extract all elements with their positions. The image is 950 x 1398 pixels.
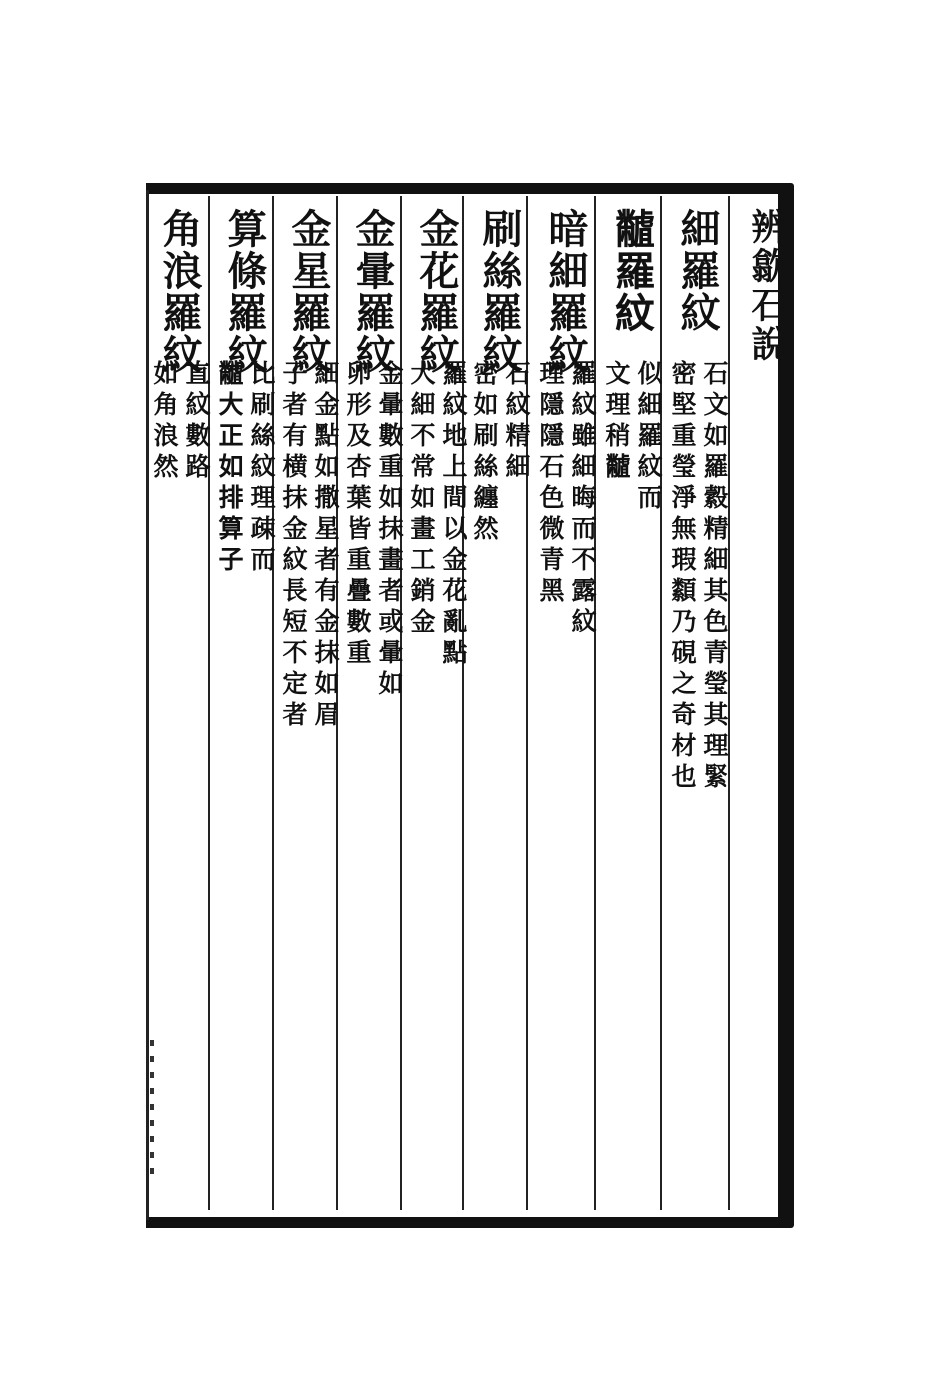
entry-heading: 刷絲羅紋 <box>476 208 523 376</box>
entry-body: 石紋精細 密如刷絲纏然 <box>470 360 531 546</box>
entry-heading: 暗細羅紋 <box>542 208 589 376</box>
entry-column <box>339 200 405 1200</box>
entry-column <box>403 200 469 1200</box>
entry-column <box>146 200 212 1200</box>
entry-body: 石文如羅縠精細其色青瑩其理緊 密堅重瑩淨無瑕纇乃硯之奇材也 <box>668 360 729 794</box>
page-title: 辨歙石說 <box>746 208 788 364</box>
entry-body: 金暈數重如抹畫者或暈如 卵形及杏葉皆重疊數重 <box>343 360 404 701</box>
entry-body: 細金點如撒星者有金抹如眉 子者有横抹金紋長短不定者 <box>279 360 340 732</box>
entry-body: 羅紋雖細晦而不露紋 理隱隱石色微青黑 <box>536 360 597 639</box>
print-mark <box>150 1040 154 1180</box>
entry-column <box>598 200 664 1200</box>
entry-body: 直紋數路 如角浪然 <box>150 360 211 484</box>
entry-body: 比刷絲紋理疎而 𪓐大正如排算子 <box>215 360 276 577</box>
entry-heading: 金星羅紋 <box>285 208 332 376</box>
entry-body: 羅紋地上間以金花亂點 大細不常如畫工銷金 <box>407 360 468 670</box>
entry-column <box>275 200 341 1200</box>
entry-heading: 算條羅紋 <box>221 208 268 376</box>
entry-column <box>211 200 277 1200</box>
entry-column <box>466 200 532 1200</box>
entry-heading: 𪓐羅紋 <box>608 208 655 334</box>
entry-body: 似細羅紋而 文理稍𪓐 <box>602 360 663 515</box>
entry-heading: 角浪羅紋 <box>156 208 203 376</box>
entry-column <box>664 200 730 1200</box>
entry-column <box>532 200 598 1200</box>
title-column <box>734 200 800 1200</box>
entry-heading: 金暈羅紋 <box>349 208 396 376</box>
entry-heading: 金花羅紋 <box>413 208 460 376</box>
entry-heading: 細羅紋 <box>674 208 721 334</box>
